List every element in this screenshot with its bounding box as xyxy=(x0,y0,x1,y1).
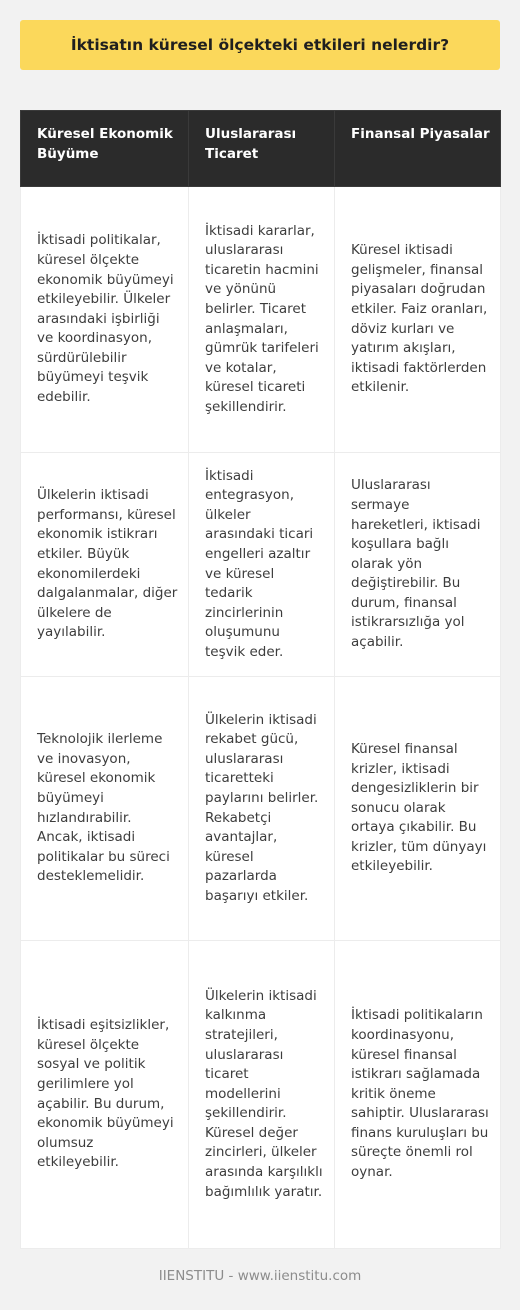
header-uluslararasi-ticaret: Uluslararası Ticaret xyxy=(189,111,335,187)
header-kuresel-ekonomik-buyume: Küresel Ekonomik Büyüme xyxy=(21,111,189,187)
page-title: İktisatın küresel ölçekteki etkileri nelerdir? xyxy=(20,20,500,70)
table-row xyxy=(21,941,501,1249)
header-finansal-piyasalar: Finansal Piyasalar xyxy=(335,111,501,187)
table-cell: İktisadi entegrasyon, ülkeler arasındaki ticari engelleri azaltır ve küresel tedarik zincirlerinin oluşumunu teşvik eder. xyxy=(189,453,335,677)
table-cell: Küresel finansal krizler, iktisadi dengesizliklerin bir sonucu olarak ortaya çıkabilir. Bu krizler, tüm dünyayı etkileyebilir. xyxy=(335,677,501,941)
table-cell: Ülkelerin iktisadi performansı, küresel ekonomik istikrarı etkiler. Büyük ekonomilerdeki dalgalanmalar, diğer ülkelere de yayılabilir. xyxy=(21,453,189,677)
table-cell: Küresel iktisadi gelişmeler, finansal piyasaları doğrudan etkiler. Faiz oranları, döviz kurları ve yatırım akışları, iktisadi faktörlerden etkilenir. xyxy=(335,187,501,453)
table-cell: İktisadi kararlar, uluslararası ticaretin hacmini ve yönünü belirler. Ticaret anlaşmaları, gümrük tarifeleri ve kotalar, küresel ticareti şekillendirir. xyxy=(189,187,335,453)
table-header-row xyxy=(21,111,501,187)
table-cell: Ülkelerin iktisadi rekabet gücü, uluslararası ticaretteki paylarını belirler. Rekabetçi avantajlar, küresel pazarlarda başarıyı etkiler. xyxy=(189,677,335,941)
table-row xyxy=(21,453,501,677)
table-row xyxy=(21,677,501,941)
table-cell: Teknolojik ilerleme ve inovasyon, küresel ekonomik büyümeyi hızlandırabilir. Ancak, iktisadi politikalar bu süreci desteklemelidir. xyxy=(21,677,189,941)
comparison-table xyxy=(20,110,501,1249)
table-cell: İktisadi politikalar, küresel ölçekte ekonomik büyümeyi etkileyebilir. Ülkeler arasındaki işbirliği ve koordinasyon, sürdürülebilir büyümeyi teşvik edebilir. xyxy=(21,187,189,453)
table-cell: Ülkelerin iktisadi kalkınma stratejileri, uluslararası ticaret modellerini şekillendirir. Küresel değer zincirleri, ülkeler arasında karşılıklı bağımlılık yaratır. xyxy=(189,941,335,1249)
table-cell: Uluslararası sermaye hareketleri, iktisadi koşullara bağlı olarak yön değiştirebilir. Bu durum, finansal istikrarsızlığa yol açabilir. xyxy=(335,453,501,677)
table-cell: İktisadi politikaların koordinasyonu, küresel finansal istikrarı sağlamada kritik öneme sahiptir. Uluslararası finans kuruluşları bu süreçte önemli rol oynar. xyxy=(335,941,501,1249)
table-row xyxy=(21,187,501,453)
footer-credit: IIENSTITU - www.iienstitu.com xyxy=(158,1268,362,1284)
table-cell: İktisadi eşitsizlikler, küresel ölçekte sosyal ve politik gerilimlere yol açabilir. Bu durum, ekonomik büyümeyi olumsuz etkileyebilir. xyxy=(21,941,189,1249)
